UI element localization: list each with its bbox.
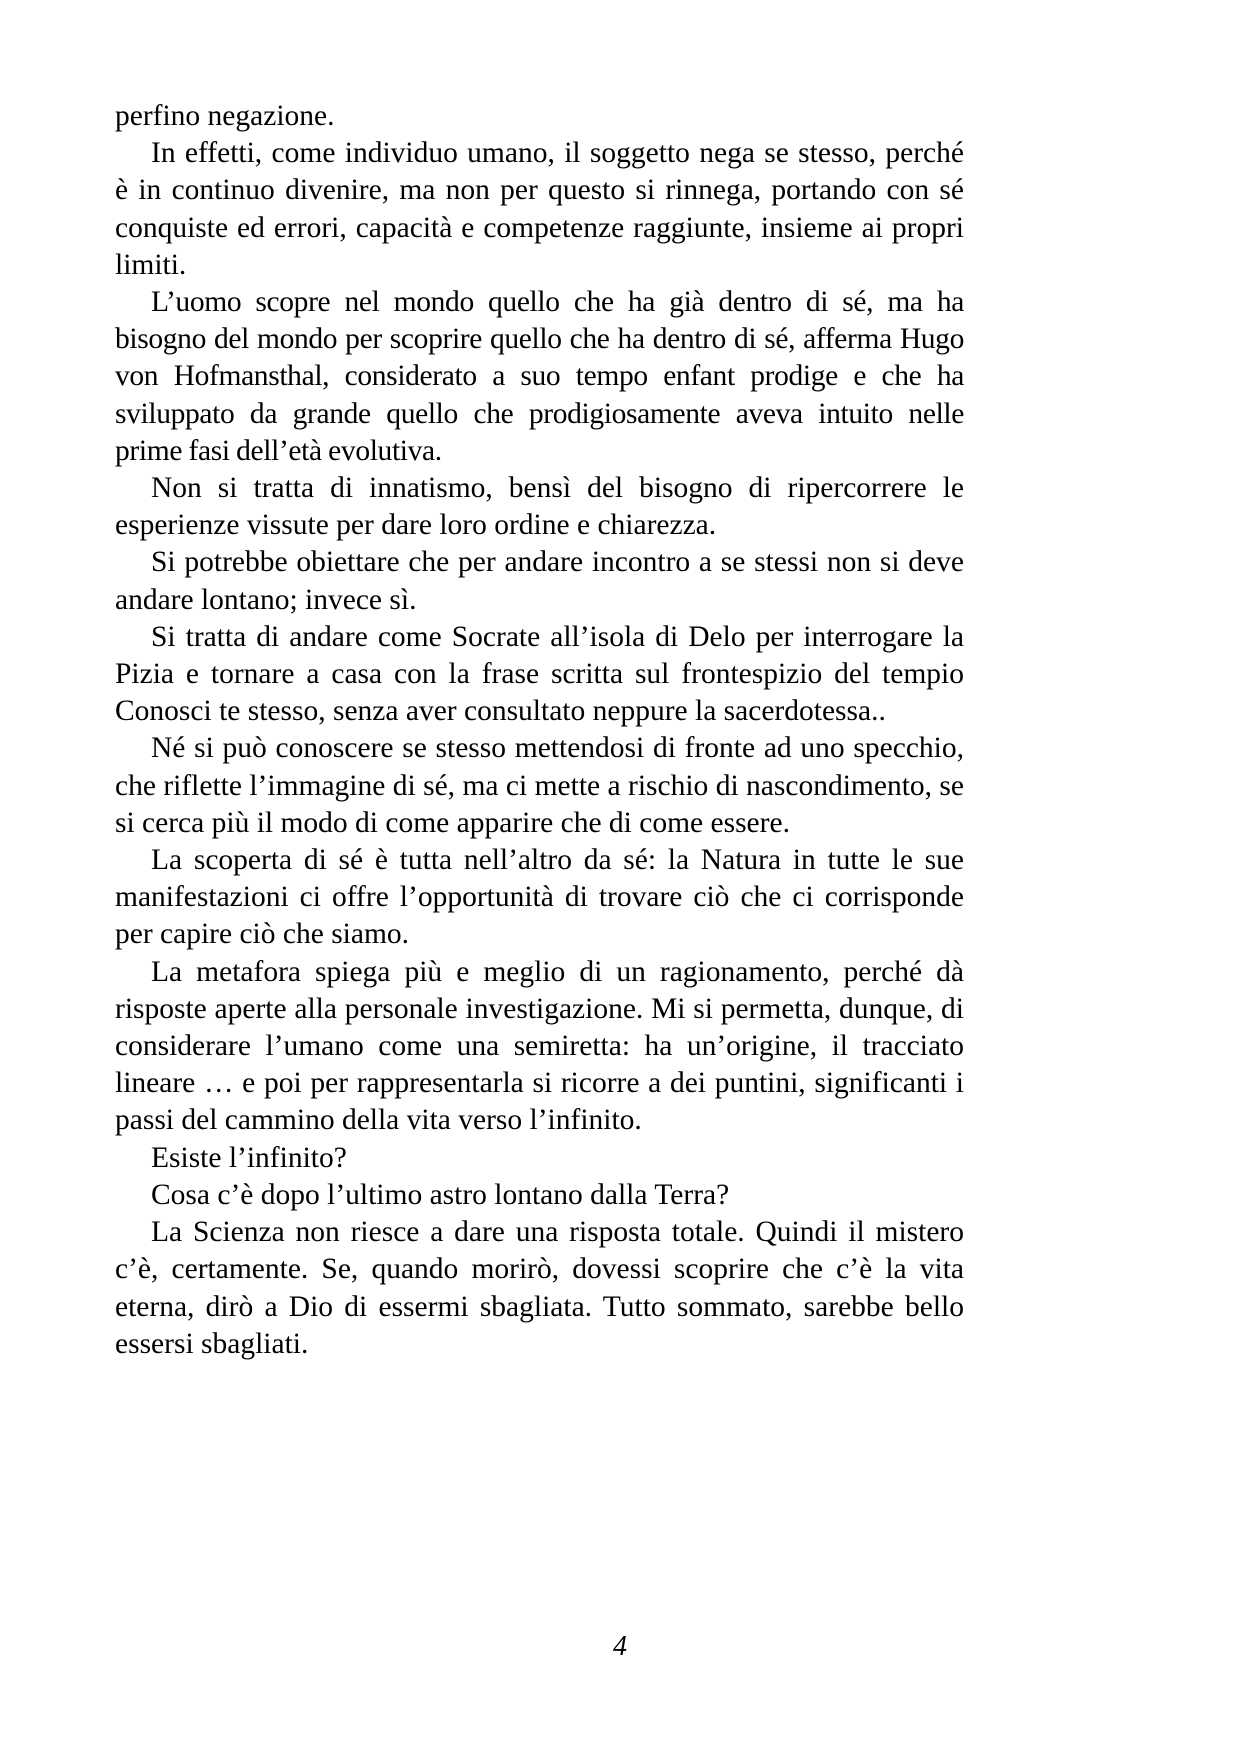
paragraph-la-metafora: La metafora spiega più e meglio di un ragionamento, perché dà risposte aperte alla personale investigazione. Mi si permetta, dunque, di considerare l’umano come una semiretta: ha un’origine, il tracciato lineare … e poi per rappresentarla si ricorre a dei puntini, significanti i passi del cammino della vita verso l’infinito.	[115, 955, 964, 1137]
paragraph-si-potrebbe: Si potrebbe obiettare che per andare incontro a se stessi non si deve andare lontano; invece sì.	[115, 546, 964, 616]
paragraph-la-scienza: La Scienza non riesce a dare una risposta totale. Quindi il mistero c’è, certamente. Se, quando morirò, dovessi scoprire che c’è la vita eterna, dirò a Dio di essermi sbagliata. Tutto sommato, sarebbe bello essersi sbagliati.	[115, 1216, 964, 1360]
paragraph-esiste-infinito: Esiste l’infinito?	[151, 1141, 347, 1174]
paragraph-la-scoperta: La scoperta di sé è tutta nell’altro da sé: la Natura in tutte le sue manifestazioni ci offre l’opportunità di trovare ciò che ci corrisponde per capire ciò che siamo.	[115, 844, 964, 951]
paragraph-si-tratta-socrate: Si tratta di andare come Socrate all’isola di Delo per interrogare la Pizia e tornare a casa con la frase scritta sul frontespizio del tempio Conosci te stesso, senza aver consultato neppure la sacerdotessa..	[115, 620, 964, 728]
paragraph-cosa-ce-dopo: Cosa c’è dopo l’ultimo astro lontano dalla Terra?	[151, 1178, 730, 1211]
paragraph-non-si-tratta: Non si tratta di innatismo, bensì del bisogno di ripercorrere le esperienze vissute per dare loro ordine e chiarezza.	[115, 472, 964, 542]
paragraph-in-effetti: In effetti, come individuo umano, il soggetto nega se stesso, perché è in continuo divenire, ma non per questo si rinnega, portando con sé conquiste ed errori, capacità e competenze raggiunte, insieme ai propri limiti.	[115, 137, 964, 281]
page-number: 4	[613, 1631, 627, 1662]
paragraph-luomo-scopre: L’uomo scopre nel mondo quello che ha già dentro di sé, ma ha bisogno del mondo per scoprire quello che ha dentro di sé, afferma Hugo von Hofmansthal, considerato a suo tempo enfant prodige e che ha sviluppato da grande quello che prodigiosamente aveva intuito nelle prime fasi dell’età evolutiva.	[115, 286, 964, 467]
paragraph-ne-si-puo: Né si può conoscere se stesso mettendosi di fronte ad uno specchio, che riflette l’immagine di sé, ma ci mette a rischio di nascondimento, se si cerca più il modo di come apparire che di come essere.	[115, 732, 964, 839]
paragraph-continuation: perfino negazione.	[115, 100, 335, 132]
page-body-text	[115, 98, 964, 1363]
